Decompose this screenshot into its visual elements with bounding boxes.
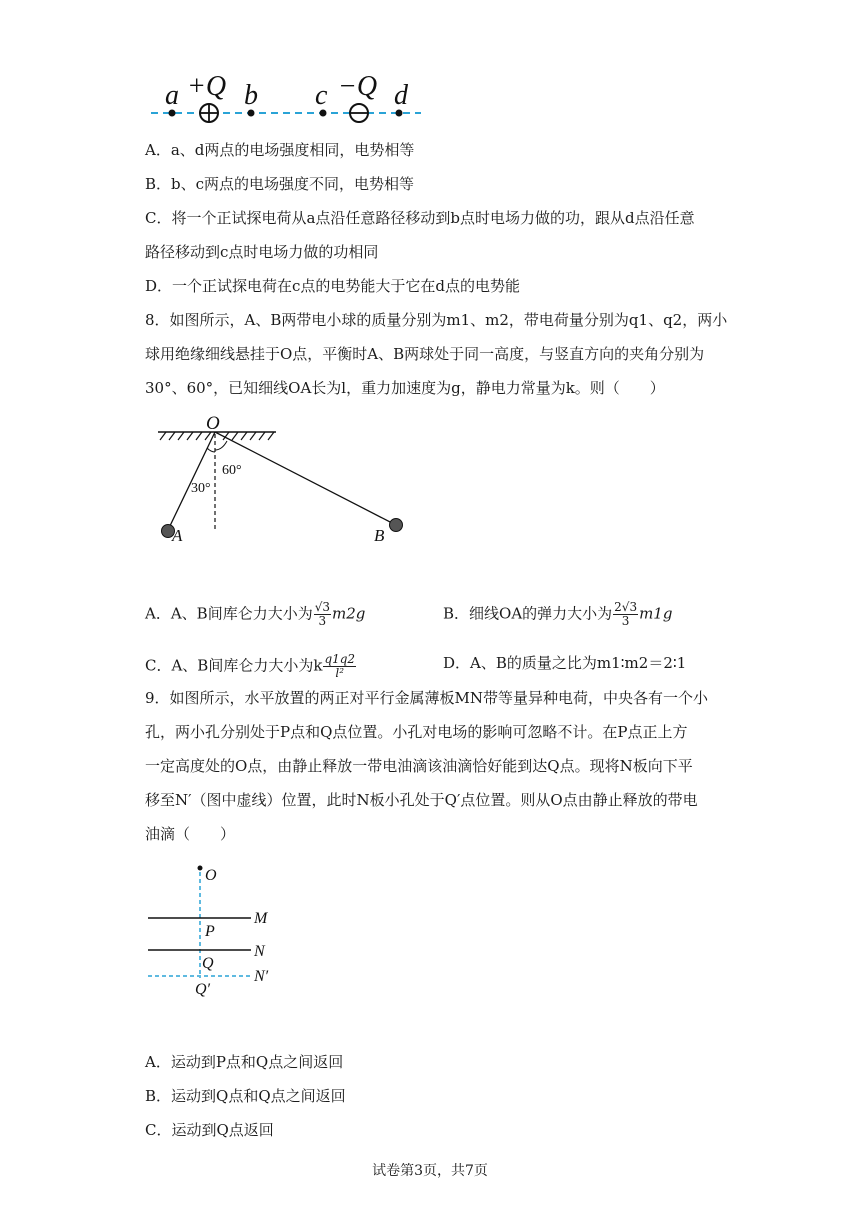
q8-option-a-suffix: m2g xyxy=(331,604,366,623)
q9-stem-line4: 移至N′（图中虚线）位置，此时N板小孔处于Q′点位置。则从O点由静止释放的带电 xyxy=(145,791,698,809)
q9-option-c: C．运动到Q点返回 xyxy=(145,1121,274,1139)
q8-option-b-fraction xyxy=(613,601,638,628)
q9-stem-line1: 9．如图所示，水平放置的两正对平行金属薄板MN带等量异种电荷，中央各有一个小 xyxy=(145,689,709,707)
q8-option-d: D．A、B的质量之比为m1∶m2＝2∶1 xyxy=(443,654,687,672)
q7-option-a: A．a、d两点的电场强度相同，电势相等 xyxy=(145,141,415,159)
label-60: 60° xyxy=(222,463,242,478)
label-n-prime: N′ xyxy=(254,968,269,985)
label-30: 30° xyxy=(191,481,211,496)
charge-line-figure xyxy=(145,68,425,130)
label-d: d xyxy=(394,80,408,111)
fraction-numerator: 2√3 xyxy=(614,600,638,614)
q8-option-a-fraction xyxy=(314,601,331,628)
fraction-denominator: 3 xyxy=(621,614,630,628)
q9-stem-line3: 一定高度处的O点，由静止释放一带电油滴该油滴恰好能到达Q点。现将N板向下平 xyxy=(145,757,693,775)
q8-stem-line2: 球用绝缘细线悬挂于O点，平衡时A、B两球处于同一高度，与竖直方向的夹角分别为 xyxy=(145,345,705,363)
label-q-prime: Q′ xyxy=(195,981,211,998)
q8-option-c-fraction xyxy=(323,653,356,680)
string-ob xyxy=(215,432,394,524)
ball-b xyxy=(390,519,403,532)
q9-option-b: B．运动到Q点和Q点之间返回 xyxy=(145,1087,346,1105)
q9-option-a: A．运动到P点和Q点之间返回 xyxy=(145,1053,344,1071)
page-footer: 试卷第3页，共7页 xyxy=(372,1163,488,1179)
q8-option-a xyxy=(145,601,365,628)
q8-option-b xyxy=(443,601,672,628)
q9-stem-line2: 孔，两小孔分别处于P点和Q点位置。小孔对电场的影响可忽略不计。在P点正上方 xyxy=(145,723,688,741)
parallel-plates-figure xyxy=(145,860,285,1000)
label-ball-a: A xyxy=(172,526,183,545)
label-p: P xyxy=(205,923,215,940)
q8-stem-line3: 30°、60°，已知细线OA长为l，重力加速度为g，静电力常量为k。则（ ） xyxy=(145,379,665,397)
q7-option-d: D．一个正试探电荷在c点的电势能大于它在d点的电势能 xyxy=(145,277,521,295)
q8-option-b-suffix: m1g xyxy=(639,604,673,623)
label-o: O xyxy=(206,413,220,434)
fraction-numerator: q1q2 xyxy=(324,652,356,666)
label-q: Q xyxy=(202,955,214,972)
q9-stem-line5: 油滴（ ） xyxy=(145,825,236,843)
q8-stem-line1: 8．如图所示，A、B两带电小球的质量分别为m1、m2，带电荷量分别为q1、q2，两小 xyxy=(145,311,728,329)
label-n: N xyxy=(254,943,265,960)
q8-option-c xyxy=(145,653,357,680)
fraction-numerator: √3 xyxy=(314,600,330,614)
point-o xyxy=(198,866,203,871)
label-a: a xyxy=(165,80,179,111)
label-b: b xyxy=(244,80,258,111)
q7-option-c-line2: 路径移动到c点时电场力做的功相同 xyxy=(145,243,379,261)
q8-option-c-text: C．A、B间库仑力大小为k xyxy=(145,656,323,675)
label-o: O xyxy=(205,867,217,884)
label-ball-b: B xyxy=(374,526,385,545)
q7-option-b: B．b、c两点的电场强度不同，电势相等 xyxy=(145,175,415,193)
q7-option-c-line1: C．将一个正试探电荷从a点沿任意路径移动到b点时电场力做的功，跟从d点沿任意 xyxy=(145,209,695,227)
label-m: M xyxy=(254,910,268,927)
label-c: c xyxy=(315,80,328,111)
fraction-denominator: l² xyxy=(335,666,345,680)
pendulum-figure xyxy=(150,410,420,550)
q8-option-a-text: A．A、B间库仑力大小为 xyxy=(145,604,313,623)
fraction-denominator: 3 xyxy=(318,614,327,628)
label-minus-q: −Q xyxy=(338,71,378,102)
label-plus-q: +Q xyxy=(187,71,227,102)
q8-option-b-text: B．细线OA的弹力大小为 xyxy=(443,604,613,623)
